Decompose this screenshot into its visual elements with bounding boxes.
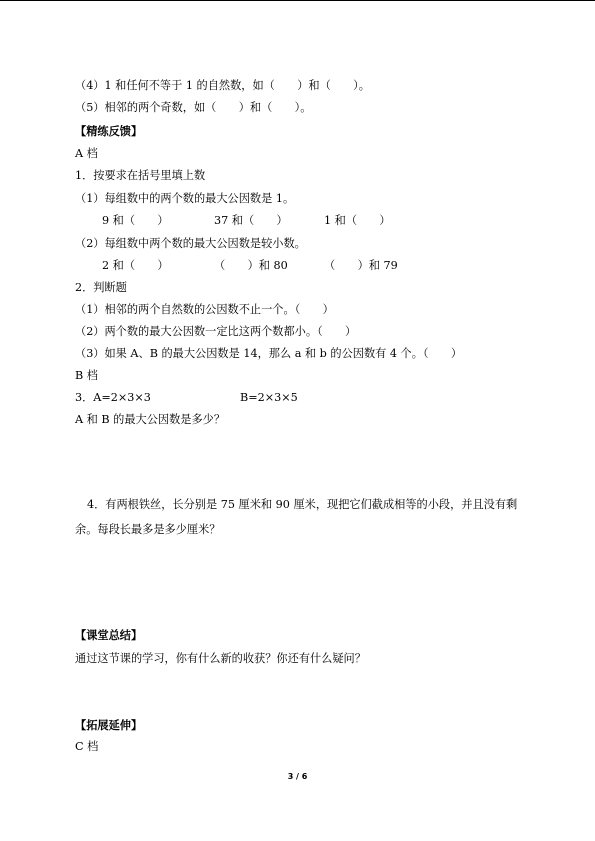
section-heading-summary: 【课堂总结】 xyxy=(75,628,143,642)
blank-2: 2 和（ ） xyxy=(102,259,169,272)
blank-37: 37 和（ ） xyxy=(214,214,288,227)
exercise-2-title: 2．判断题 xyxy=(75,281,127,294)
exercise-3-a: 3．A=2×3×3 xyxy=(75,391,151,404)
blank-79: （ ）和 79 xyxy=(324,259,398,272)
exercise-1-title: 1．按要求在括号里填上数 xyxy=(75,169,206,182)
blank-1: 1 和（ ） xyxy=(324,214,391,227)
question-5-line: （5）相邻的两个奇数，如（ ）和（ ）。 xyxy=(75,101,312,114)
exercise-4-line-1: 4．有两根铁丝，长分别是 75 厘米和 90 厘米，现把它们截成相等的小段，并且没有剩 xyxy=(87,498,518,511)
judge-item-2: （2）两个数的最大公因数一定比这两个数都小。（ ） xyxy=(75,325,357,338)
page-number: 3 / 6 xyxy=(287,772,308,781)
question-4-line: （4）1 和任何不等于 1 的自然数，如（ ）和（ ）。 xyxy=(75,79,370,92)
exercise-1-part-1: （1）每组数中的两个数的最大公因数是 1。 xyxy=(75,192,295,205)
level-a-label: A 档 xyxy=(75,147,98,160)
section-heading-practice: 【精练反馈】 xyxy=(75,124,143,138)
exercise-4-line-2: 余。每段长最多是多少厘米？ xyxy=(75,523,221,536)
section-heading-extension: 【拓展延伸】 xyxy=(75,718,143,732)
level-c-label: C 档 xyxy=(75,740,99,753)
exercise-3-b: B=2×3×5 xyxy=(240,391,298,404)
blank-80: （ ）和 80 xyxy=(214,259,288,272)
level-b-label: B 档 xyxy=(75,369,98,382)
summary-prompt: 通过这节课的学习，你有什么新的收获？你还有什么疑问？ xyxy=(75,652,366,665)
exercise-1-part-2: （2）每组数中两个数的最大公因数是较小数。 xyxy=(75,237,306,250)
blank-9: 9 和（ ） xyxy=(102,214,169,227)
judge-item-3: （3）如果 A、B 的最大公因数是 14，那么 a 和 b 的公因数有 4 个。（ ） xyxy=(75,347,463,360)
judge-item-1: （1）相邻的两个自然数的公因数不止一个。（ ） xyxy=(75,303,334,316)
top-border xyxy=(0,0,595,1)
exercise-3-question: A 和 B 的最大公因数是多少？ xyxy=(75,413,226,426)
